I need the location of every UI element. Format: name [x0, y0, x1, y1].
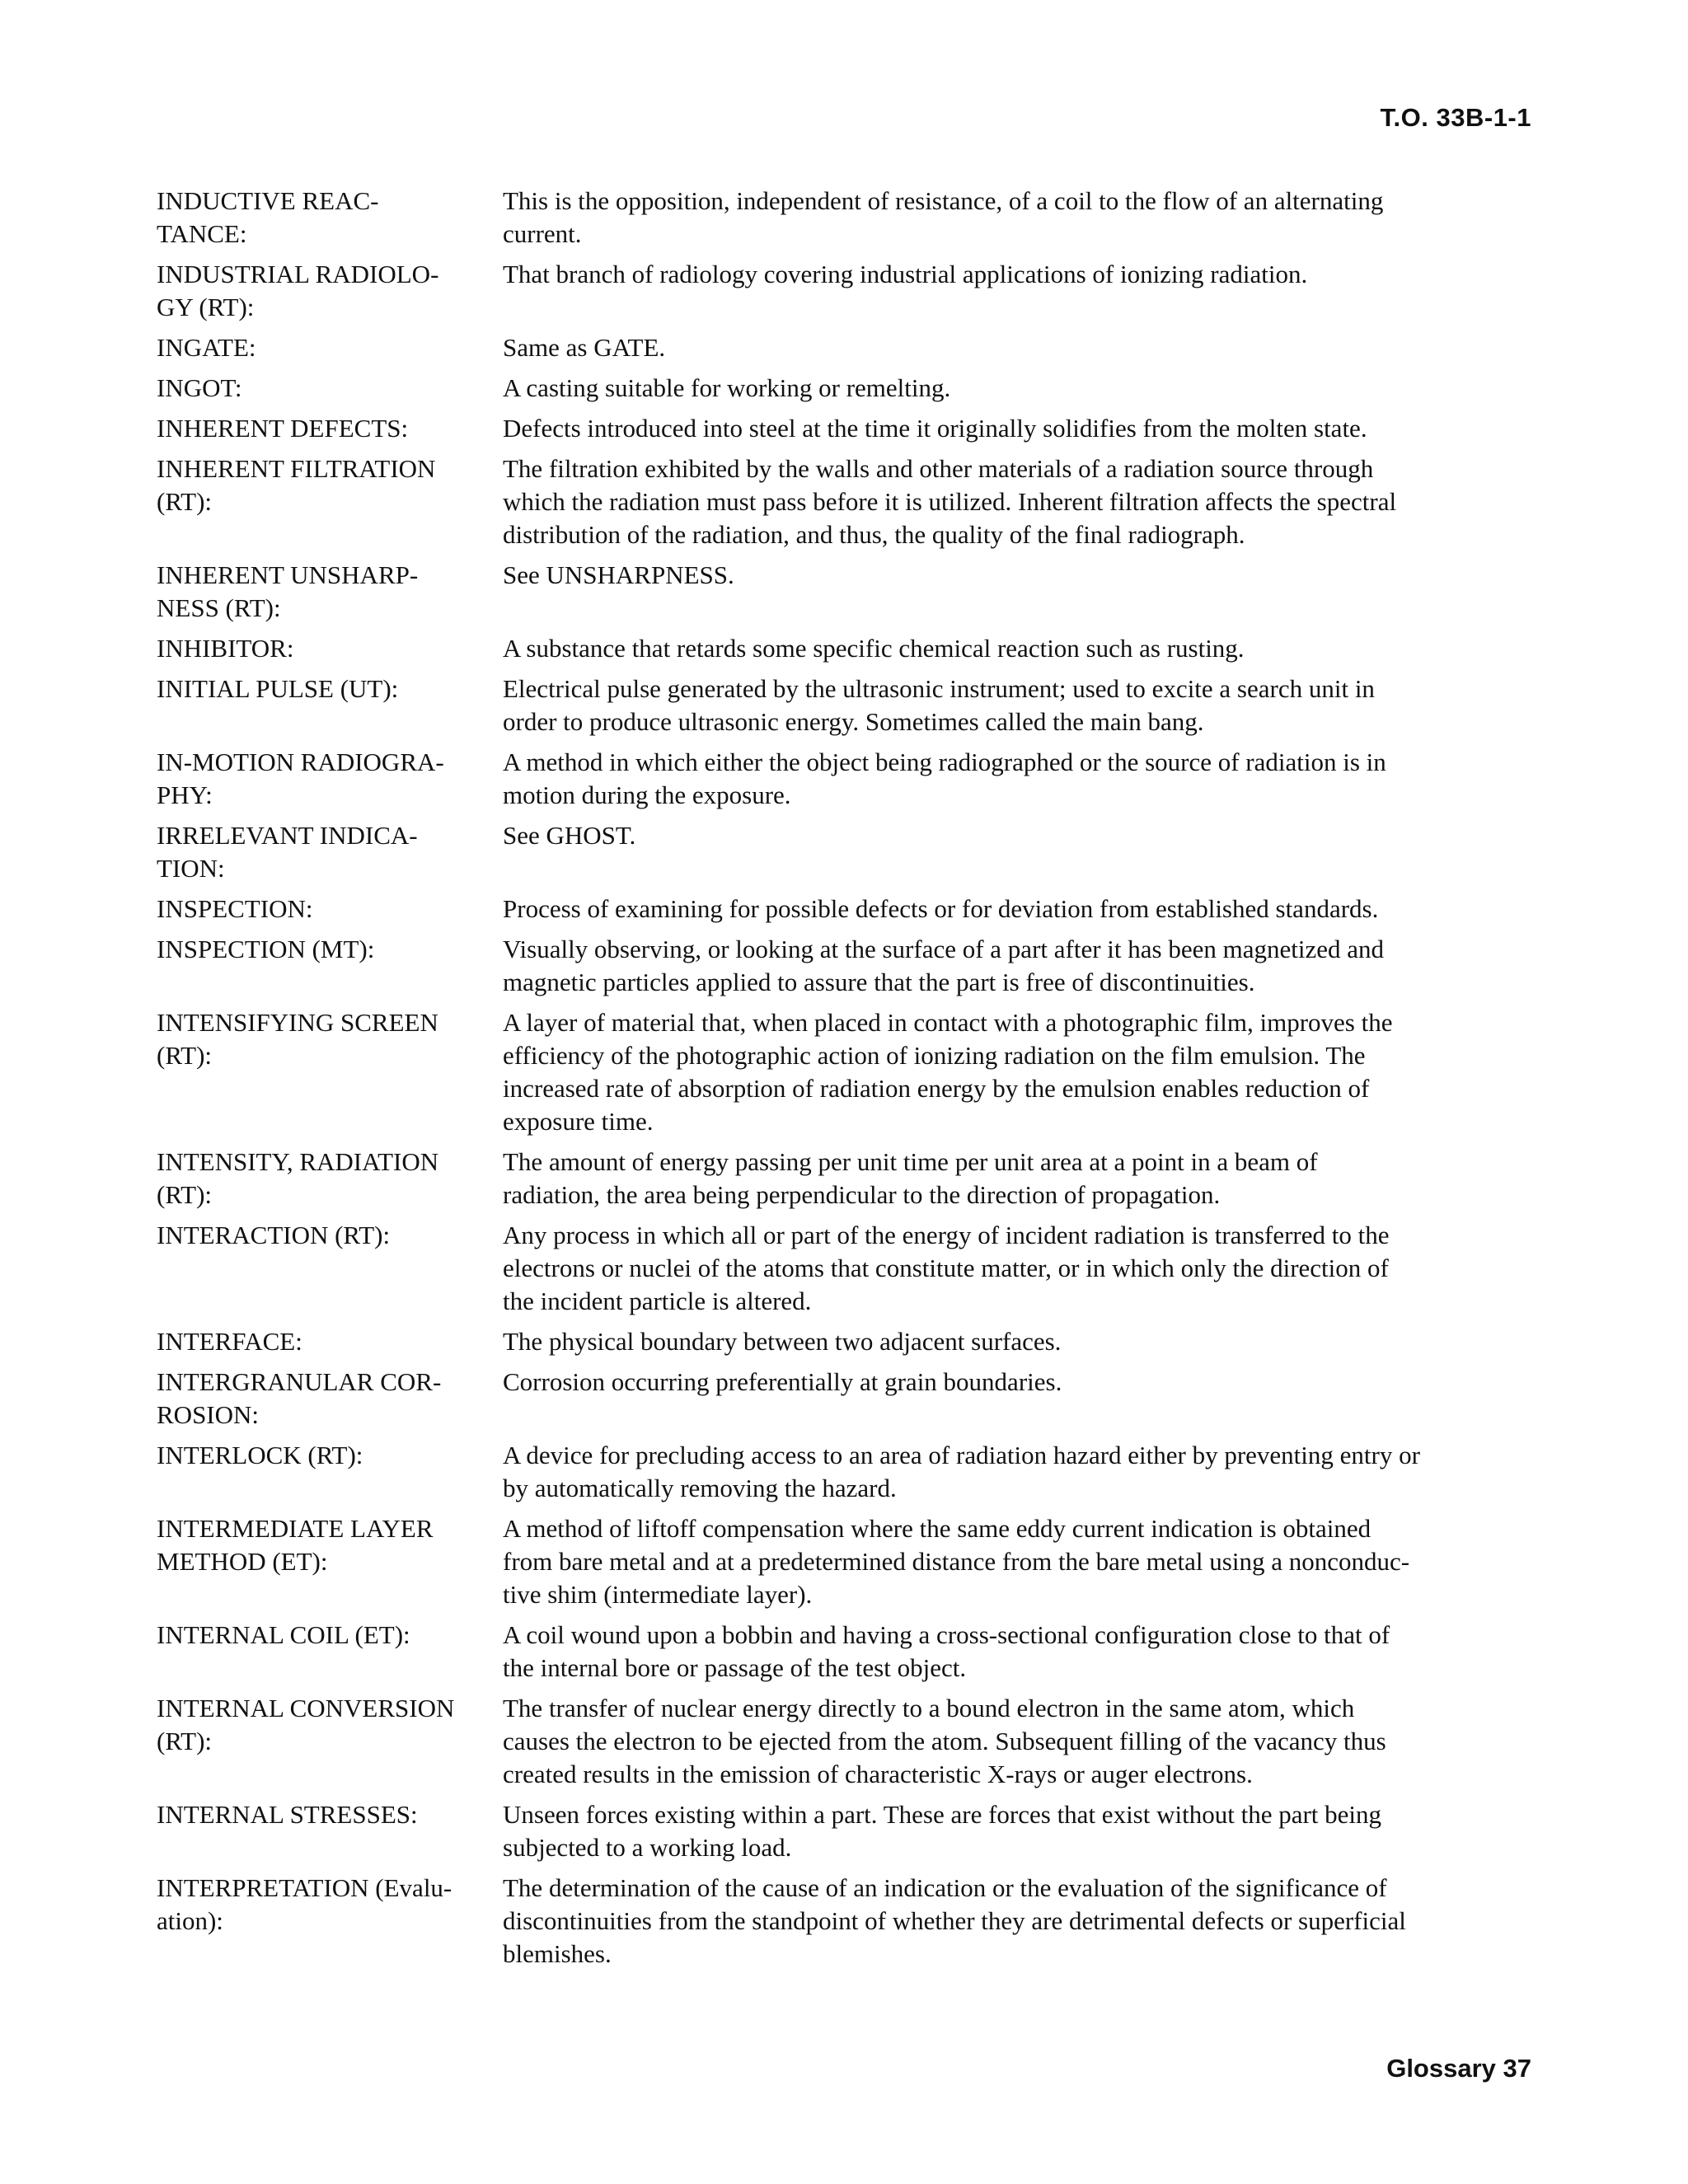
term-line: NESS (RT):	[157, 593, 281, 622]
definition-line: radiation, the area being perpendicular to the direction of propagation.	[503, 1180, 1221, 1209]
definition-line: magnetic particles applied to assure that the part is free of discontinuities.	[503, 968, 1255, 996]
term-line: INTERGRANULAR COR-	[157, 1367, 442, 1396]
definition-line: The amount of energy passing per unit time per unit area at a point in a beam of	[503, 1147, 1318, 1176]
term-line: INGATE:	[157, 333, 256, 362]
term-line: GY (RT):	[157, 293, 255, 321]
definition-line: subjected to a working load.	[503, 1833, 792, 1862]
definition-line: A casting suitable for working or remelting.	[503, 373, 951, 402]
glossary-entry	[157, 372, 1535, 405]
definition-line: by automatically removing the hazard.	[503, 1474, 897, 1502]
glossary-entry	[157, 1219, 1535, 1318]
term-line: INHERENT UNSHARP-	[157, 560, 419, 589]
glossary-term	[157, 1692, 503, 1791]
definition-line: efficiency of the photographic action of ionizing radiation on the film emulsion. The	[503, 1041, 1366, 1070]
glossary-term	[157, 1325, 503, 1358]
definition-line: That branch of radiology covering industrial applications of ionizing radiation.	[503, 260, 1308, 288]
term-line: INDUCTIVE REAC-	[157, 186, 379, 215]
term-line: INTENSITY, RADIATION	[157, 1147, 439, 1176]
glossary-entry	[157, 1798, 1535, 1864]
glossary-term	[157, 933, 503, 999]
glossary-term	[157, 1619, 503, 1685]
term-line: INDUSTRIAL RADIOLO-	[157, 260, 439, 288]
definition-line: A substance that retards some specific chemical reaction such as rusting.	[503, 634, 1245, 663]
term-line: INITIAL PULSE (UT):	[157, 674, 399, 703]
term-line: INTERFACE:	[157, 1327, 302, 1356]
term-line: INHERENT FILTRATION	[157, 454, 436, 483]
glossary-term	[157, 559, 503, 625]
definition-line: A method of liftoff compensation where the same eddy current indication is obtained	[503, 1514, 1372, 1543]
glossary-definition	[503, 1872, 1535, 1971]
glossary-entry	[157, 1325, 1535, 1358]
glossary-definition	[503, 559, 1535, 625]
glossary-entry	[157, 893, 1535, 926]
definition-line: Electrical pulse generated by the ultrasonic instrument; used to excite a search unit in	[503, 674, 1375, 703]
glossary-definition	[503, 1219, 1535, 1318]
glossary-entry	[157, 1146, 1535, 1212]
glossary-entry	[157, 1006, 1535, 1138]
definition-line: order to produce ultrasonic energy. Sometimes called the main bang.	[503, 707, 1204, 736]
glossary-term	[157, 1366, 503, 1432]
glossary-term	[157, 1146, 503, 1212]
definition-line: from bare metal and at a predetermined distance from the bare metal using a nonconduc-	[503, 1547, 1410, 1576]
term-line: INTERLOCK (RT):	[157, 1441, 363, 1469]
glossary-term	[157, 1439, 503, 1505]
glossary-term	[157, 372, 503, 405]
term-line: INHERENT DEFECTS:	[157, 414, 409, 443]
glossary-term	[157, 331, 503, 364]
glossary-definition	[503, 1692, 1535, 1791]
term-line: INSPECTION:	[157, 894, 313, 923]
glossary-term	[157, 412, 503, 445]
definition-line: causes the electron to be ejected from the atom. Subsequent filling of the vacancy thus	[503, 1727, 1386, 1755]
glossary-entry	[157, 632, 1535, 665]
definition-line: exposure time.	[503, 1107, 654, 1136]
term-line: IN-MOTION RADIOGRA-	[157, 748, 444, 776]
term-line: TION:	[157, 854, 225, 883]
glossary-entry	[157, 1512, 1535, 1611]
definition-line: The transfer of nuclear energy directly to a bound electron in the same atom, which	[503, 1694, 1355, 1722]
glossary-definition	[503, 372, 1535, 405]
definition-line: the incident particle is altered.	[503, 1286, 812, 1315]
glossary-entry	[157, 1619, 1535, 1685]
definition-line: Defects introduced into steel at the time it originally solidifies from the molten state.	[503, 414, 1367, 443]
term-line: INTERNAL COIL (ET):	[157, 1620, 410, 1649]
glossary-entry	[157, 258, 1535, 324]
definition-line: current.	[503, 219, 582, 248]
definition-line: electrons or nuclei of the atoms that constitute matter, or in which only the direction of	[503, 1254, 1389, 1282]
definition-line: The filtration exhibited by the walls and other materials of a radiation source through	[503, 454, 1374, 483]
glossary-entry	[157, 185, 1535, 251]
glossary-definition	[503, 1798, 1535, 1864]
glossary-definition	[503, 893, 1535, 926]
glossary-definition	[503, 1006, 1535, 1138]
glossary-term	[157, 1798, 503, 1864]
definition-line: discontinuities from the standpoint of whether they are detrimental defects or superficial	[503, 1906, 1406, 1935]
term-line: INTERACTION (RT):	[157, 1221, 391, 1249]
definition-line: This is the opposition, independent of resistance, of a coil to the flow of an alternating	[503, 186, 1384, 215]
glossary-definition	[503, 412, 1535, 445]
definition-line: Any process in which all or part of the energy of incident radiation is transferred to the	[503, 1221, 1390, 1249]
glossary-definition	[503, 1512, 1535, 1611]
definition-line: motion during the exposure.	[503, 780, 791, 809]
glossary-definition	[503, 1619, 1535, 1685]
definition-line: distribution of the radiation, and thus, the quality of the final radiograph.	[503, 520, 1245, 549]
glossary-definition	[503, 258, 1535, 324]
term-line: METHOD (ET):	[157, 1547, 328, 1576]
term-line: INTERMEDIATE LAYER	[157, 1514, 434, 1543]
glossary-term	[157, 258, 503, 324]
glossary-entry	[157, 1439, 1535, 1505]
term-line: INTERNAL STRESSES:	[157, 1800, 418, 1829]
definition-line: The physical boundary between two adjacent surfaces.	[503, 1327, 1062, 1356]
glossary-term	[157, 819, 503, 885]
term-line: INGOT:	[157, 373, 242, 402]
term-line: (RT):	[157, 1180, 213, 1209]
glossary-term	[157, 1512, 503, 1611]
definition-line: the internal bore or passage of the test object.	[503, 1653, 967, 1682]
definition-line: Process of examining for possible defects or for deviation from established standards.	[503, 894, 1379, 923]
glossary-term	[157, 185, 503, 251]
definition-line: Visually observing, or looking at the surface of a part after it has been magnetized and	[503, 935, 1384, 963]
glossary-definition	[503, 632, 1535, 665]
term-line: ation):	[157, 1906, 223, 1935]
definition-line: tive shim (intermediate layer).	[503, 1580, 813, 1609]
definition-line: A coil wound upon a bobbin and having a cross-sectional configuration close to that of	[503, 1620, 1390, 1649]
term-line: PHY:	[157, 780, 213, 809]
glossary-definition	[503, 746, 1535, 812]
glossary-definition	[503, 933, 1535, 999]
term-line: (RT):	[157, 487, 213, 516]
glossary-term	[157, 632, 503, 665]
glossary-definition	[503, 1366, 1535, 1432]
glossary-entry	[157, 559, 1535, 625]
term-line: INTERPRETATION (Evalu-	[157, 1873, 452, 1902]
glossary-entry	[157, 819, 1535, 885]
definition-line: Unseen forces existing within a part. These are forces that exist without the part being	[503, 1800, 1382, 1829]
glossary-entry	[157, 746, 1535, 812]
definition-line: See UNSHARPNESS.	[503, 560, 734, 589]
definition-line: See GHOST.	[503, 821, 636, 850]
definition-line: which the radiation must pass before it is utilized. Inherent filtration affects the spectral	[503, 487, 1397, 516]
definition-line: A device for precluding access to an area of radiation hazard either by preventing entry or	[503, 1441, 1420, 1469]
page-number: Glossary 37	[1386, 2054, 1531, 2083]
glossary-term	[157, 673, 503, 738]
glossary-definition	[503, 452, 1535, 551]
definition-line: increased rate of absorption of radiation energy by the emulsion enables reduction of	[503, 1074, 1370, 1103]
glossary-definition	[503, 185, 1535, 251]
glossary-entry	[157, 1366, 1535, 1432]
glossary-definition	[503, 1439, 1535, 1505]
glossary-term	[157, 1006, 503, 1138]
term-line: IRRELEVANT INDICA-	[157, 821, 418, 850]
definition-line: Same as GATE.	[503, 333, 666, 362]
glossary-term	[157, 1219, 503, 1318]
glossary-definition	[503, 1146, 1535, 1212]
glossary-entry	[157, 1692, 1535, 1791]
definition-line: The determination of the cause of an indication or the evaluation of the significance of	[503, 1873, 1387, 1902]
document-number: T.O. 33B-1-1	[1380, 103, 1531, 132]
term-line: INHIBITOR:	[157, 634, 294, 663]
glossary-list	[157, 185, 1535, 1978]
definition-line: created results in the emission of characteristic X-rays or auger electrons.	[503, 1760, 1253, 1788]
term-line: (RT):	[157, 1727, 213, 1755]
term-line: INSPECTION (MT):	[157, 935, 375, 963]
glossary-entry	[157, 412, 1535, 445]
glossary-definition	[503, 331, 1535, 364]
definition-line: A method in which either the object being radiographed or the source of radiation is in	[503, 748, 1386, 776]
glossary-entry	[157, 452, 1535, 551]
glossary-definition	[503, 1325, 1535, 1358]
glossary-entry	[157, 933, 1535, 999]
glossary-entry	[157, 673, 1535, 738]
term-line: ROSION:	[157, 1400, 260, 1429]
definition-line: blemishes.	[503, 1939, 612, 1968]
glossary-term	[157, 1872, 503, 1971]
glossary-entry	[157, 1872, 1535, 1971]
definition-line: Corrosion occurring preferentially at grain boundaries.	[503, 1367, 1062, 1396]
glossary-definition	[503, 819, 1535, 885]
glossary-definition	[503, 673, 1535, 738]
glossary-term	[157, 893, 503, 926]
term-line: (RT):	[157, 1041, 213, 1070]
term-line: INTERNAL CONVERSION	[157, 1694, 455, 1722]
glossary-term	[157, 746, 503, 812]
term-line: TANCE:	[157, 219, 247, 248]
glossary-term	[157, 452, 503, 551]
definition-line: A layer of material that, when placed in contact with a photographic film, improves the	[503, 1008, 1393, 1037]
term-line: INTENSIFYING SCREEN	[157, 1008, 438, 1037]
glossary-entry	[157, 331, 1535, 364]
